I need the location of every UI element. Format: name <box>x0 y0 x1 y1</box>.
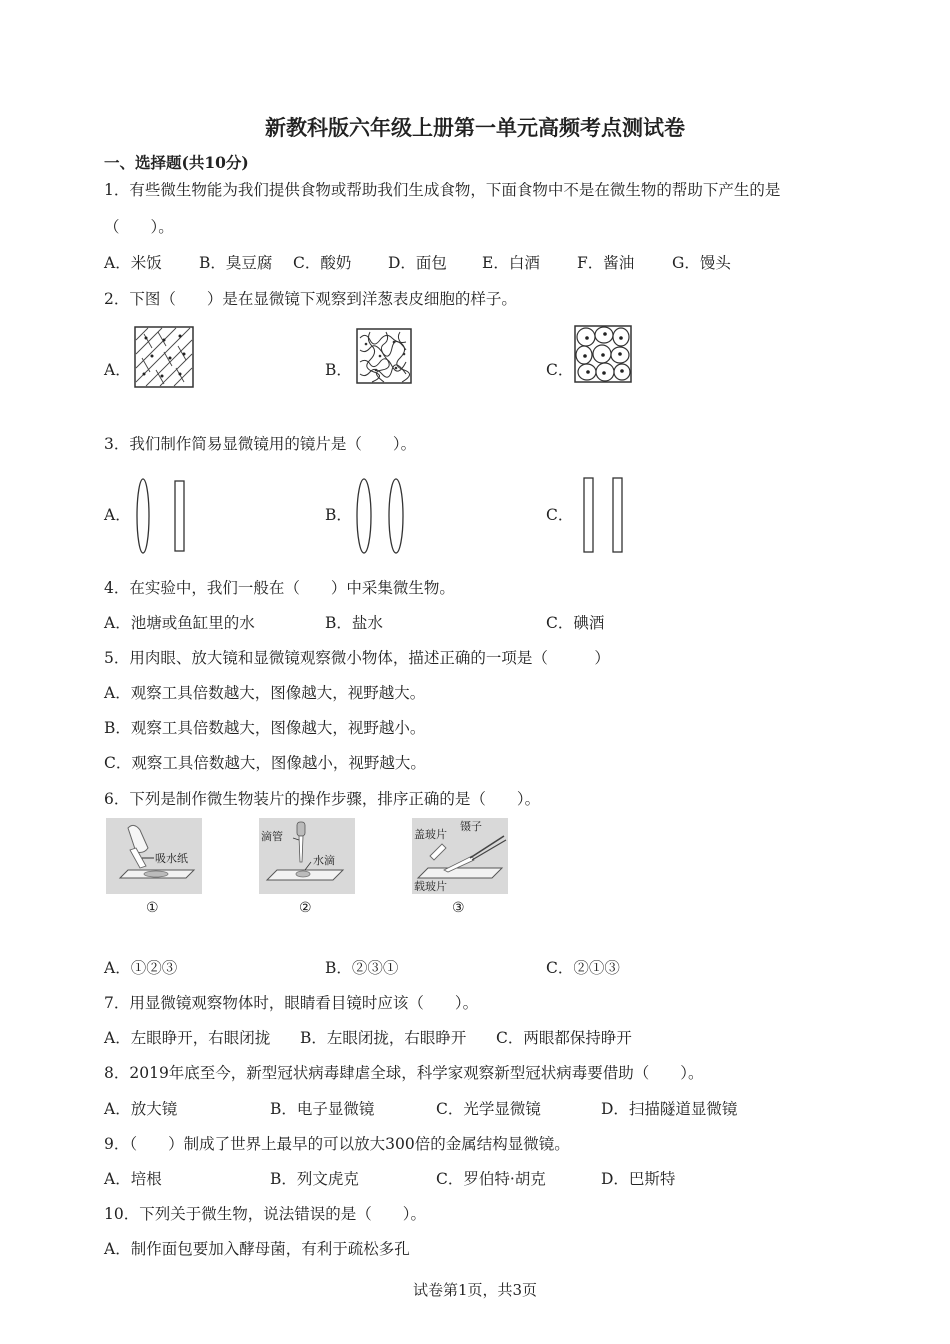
page-title: 新教科版六年级上册第一单元高频考点测试卷 <box>265 115 685 140</box>
q1-option-a: A．米饭 <box>104 254 162 272</box>
q1-option-b: B．臭豆腐 <box>199 254 273 272</box>
q9-option-d: D．巴斯特 <box>601 1170 676 1188</box>
step-cover-slip-figure <box>412 818 508 894</box>
q9-stem: 9．（ ）制成了世界上最早的可以放大300倍的金属结构显微镜。 <box>104 1135 570 1153</box>
label-blotting-paper: 吸水纸 <box>155 852 188 865</box>
q1-option-e: E．白酒 <box>482 254 540 272</box>
label-cover-slip: 盖玻片 <box>414 828 447 841</box>
q4-option-c: C．碘酒 <box>546 614 605 632</box>
caption-step-1: ① <box>146 900 159 916</box>
q8-stem: 8．2019年底至今，新型冠状病毒肆虐全球，科学家观察新型冠状病毒要借助（ ）。 <box>104 1064 704 1082</box>
page-footer: 试卷第1页，共3页 <box>412 1281 538 1299</box>
q1-stem-cont: （ ）。 <box>104 218 174 236</box>
q6-option-a: A．①②③ <box>104 959 178 977</box>
two-convex-lenses-figure <box>351 475 411 557</box>
q5-option-a: A．观察工具倍数越大，图像越大，视野越大。 <box>104 684 426 702</box>
q10-option-a: A．制作面包要加入酵母菌，有利于疏松多孔 <box>104 1240 410 1258</box>
q5-stem: 5．用肉眼、放大镜和显微镜观察微小物体，描述正确的一项是（ ） <box>104 649 610 667</box>
round-cells-figure <box>574 325 632 383</box>
step-blotting-paper-figure <box>106 818 202 894</box>
q6-stem: 6．下列是制作微生物装片的操作步骤，排序正确的是（ ）。 <box>104 790 541 808</box>
q5-option-b: B．观察工具倍数越大，图像越大，视野越小。 <box>104 719 426 737</box>
q7-stem: 7．用显微镜观察物体时，眼睛看目镜时应该（ ）。 <box>104 994 479 1012</box>
label-slide: 载玻片 <box>414 880 447 893</box>
q7-option-c: C．两眼都保持睁开 <box>496 1029 632 1047</box>
caption-step-3: ③ <box>452 900 465 916</box>
q2-stem: 2．下图（ ）是在显微镜下观察到洋葱表皮细胞的样子。 <box>104 290 517 308</box>
step-dropper-figure <box>259 818 355 894</box>
caption-step-2: ② <box>299 900 312 916</box>
label-dropper: 滴管 <box>261 830 283 843</box>
label-water-drop: 水滴 <box>313 854 335 867</box>
q8-option-a: A．放大镜 <box>104 1100 178 1118</box>
q4-stem: 4．在实验中，我们一般在（ ）中采集微生物。 <box>104 579 455 597</box>
q4-option-b: B．盐水 <box>325 614 383 632</box>
q1-stem: 1．有些微生物能为我们提供食物或帮助我们生成食物，下面食物中不是在微生物的帮助下产生的是 <box>104 181 781 199</box>
q1-option-g: G．馒头 <box>672 254 731 272</box>
q8-option-d: D．扫描隧道显微镜 <box>601 1100 738 1118</box>
q3-option-a: A． <box>104 506 131 524</box>
section-heading: 一、选择题(共10分) <box>104 153 249 172</box>
q2-option-b: B． <box>325 361 352 379</box>
q10-stem: 10．下列关于微生物，说法错误的是（ ）。 <box>104 1205 426 1223</box>
q9-option-c: C．罗伯特·胡克 <box>436 1170 546 1188</box>
q7-option-a: A．左眼睁开，右眼闭拢 <box>104 1029 271 1047</box>
q3-stem: 3．我们制作简易显微镜用的镜片是（ ）。 <box>104 435 417 453</box>
q7-option-b: B．左眼闭拢，右眼睁开 <box>300 1029 467 1047</box>
q9-option-b: B．列文虎克 <box>270 1170 359 1188</box>
q5-option-c: C．观察工具倍数越大，图像越小，视野越大。 <box>104 754 426 772</box>
elongated-cells-figure <box>134 326 194 388</box>
lens-and-flat-glass-figure <box>132 475 192 557</box>
q4-option-a: A．池塘或鱼缸里的水 <box>104 614 255 632</box>
q1-option-d: D．面包 <box>388 254 447 272</box>
q2-option-c: C． <box>546 361 574 379</box>
q3-option-c: C． <box>546 506 574 524</box>
q2-option-a: A． <box>104 361 131 379</box>
q6-option-c: C．②①③ <box>546 959 620 977</box>
q1-option-f: F．酱油 <box>577 254 635 272</box>
q1-option-c: C．酸奶 <box>293 254 352 272</box>
q9-option-a: A．培根 <box>104 1170 162 1188</box>
q8-option-c: C．光学显微镜 <box>436 1100 541 1118</box>
q8-option-b: B．电子显微镜 <box>270 1100 375 1118</box>
label-tweezers: 镊子 <box>460 820 482 833</box>
q6-option-b: B．②③① <box>325 959 399 977</box>
two-flat-glasses-figure <box>578 475 628 557</box>
q3-option-b: B． <box>325 506 352 524</box>
irregular-cells-figure <box>356 328 412 384</box>
